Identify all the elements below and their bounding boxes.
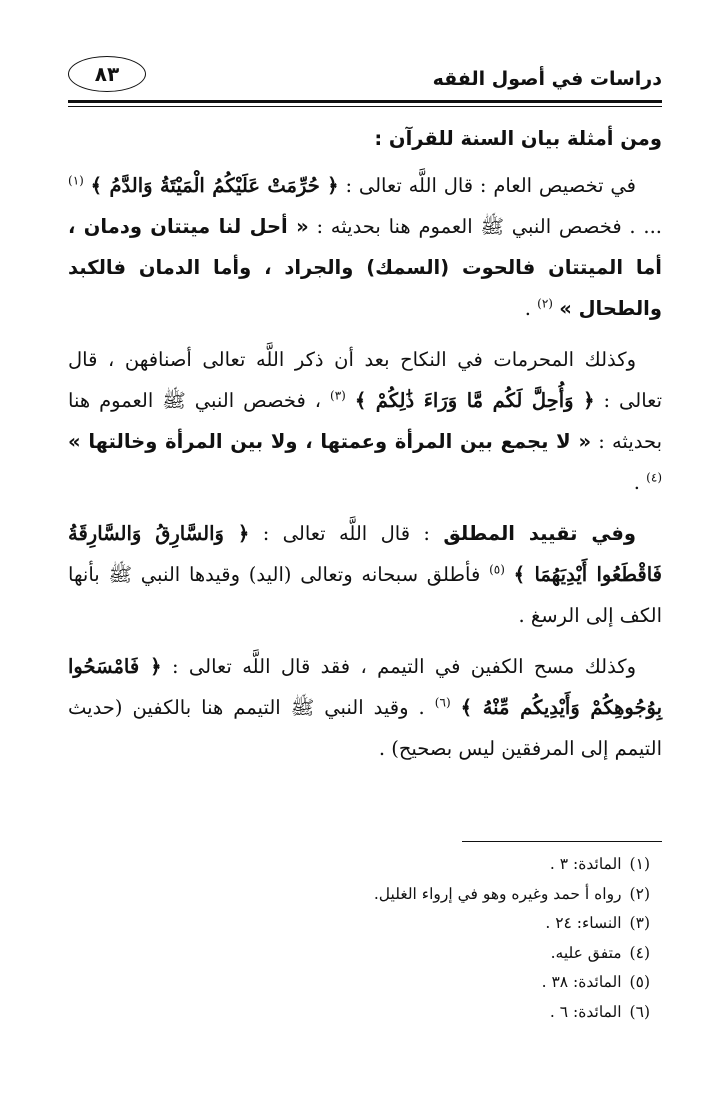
footnote-text: رواه أ حمد وغيره وهو في إرواء الغليل. [373, 884, 622, 903]
p1-quran-verse: ﴿ حُرِّمَتْ عَلَيْكُمُ الْمَيْتَةُ وَالدَّمُ ﴾ [90, 174, 339, 197]
p3-lead-bold: وفي تقييد المطلق [443, 522, 637, 545]
footnote-number: (٣) [629, 914, 650, 932]
p1-hadith: « أحل لنا ميتتان ودمان ، أما الميتتان فالحوت (السمك) والجراد ، وأما الدمان فالكبد والطحال » [68, 215, 662, 320]
header-rule-thin [68, 106, 662, 107]
p2-end: . [633, 471, 640, 494]
footnote-text: المائدة: ٣ . [549, 855, 622, 873]
paragraph-tayammum [68, 646, 662, 769]
footnote-text: النساء: ٢٤ . [545, 914, 622, 932]
p3-continuation: فأطلق سبحانه وتعالى (اليد) وقيدها النبي ﷺ بأنها الكف إلى الرسغ . [68, 563, 662, 627]
footnote-item [80, 998, 650, 1028]
page-number: ٨٣ [68, 56, 146, 92]
section-heading: ومن أمثلة بيان السنة للقرآن : [374, 127, 662, 150]
footnote-ref-6: (٦) [434, 695, 451, 710]
p2-quran-verse: ﴿ وَأُحِلَّ لَكُم مَّا وَرَاءَ ذَٰلِكُمْ ﴾ [354, 389, 595, 412]
footnote-separator [462, 841, 662, 842]
header-rule-thick [68, 100, 662, 103]
paragraph-marriage-prohibitions [68, 339, 662, 503]
p2-lead: وكذلك المحرمات في النكاح بعد أن ذكر اللَّه تعالى أصنافهن ، قال تعالى : [68, 348, 663, 412]
footnote-number: (٦) [629, 1002, 650, 1021]
p3-lead: : قال اللَّه تعالى : [262, 522, 430, 545]
footnote-text: متفق عليه. [550, 943, 622, 962]
p4-lead: وكذلك مسح الكفين في التيمم ، فقد قال اللَّه تعالى : [171, 655, 636, 678]
running-title: دراسات في أصول الفقه [432, 68, 662, 90]
footnote-ref-5: (٥) [489, 562, 505, 577]
p4-quran-verse: ﴿ فَامْسَحُوا بِوُجُوهِكُمْ وَأَيْدِيكُم مِّنْهُ ﴾ [68, 655, 663, 719]
p3-quran-verse: ﴿ وَالسَّارِقُ وَالسَّارِقَةُ فَاقْطَعُوا أَيْدِيَهُمَا ﴾ [68, 522, 662, 586]
p2-continuation: ، فخصص النبي ﷺ العموم هنا بحديثه : [68, 389, 662, 453]
footnote-ref-1: (١) [68, 173, 84, 188]
footnote-ref-4: (٤) [646, 470, 662, 485]
paragraph-restricting-absolute [68, 513, 662, 636]
footnote-number: (٤) [629, 943, 650, 962]
footnote-text: المائدة: ٣٨ . [541, 973, 622, 991]
footnote-item [80, 880, 650, 910]
footnote-text: المائدة: ٦ . [549, 1002, 622, 1021]
footnote-item [80, 850, 650, 880]
footnote-number: (١) [629, 855, 650, 873]
footnote-number: (٥) [629, 973, 650, 991]
p1-continuation: ... . فخصص النبي ﷺ العموم هنا بحديثه : [316, 215, 662, 238]
footnote-item [80, 968, 650, 998]
p1-lead: في تخصيص العام : قال اللَّه تعالى : [345, 174, 637, 197]
p4-continuation: . وقيد النبي ﷺ التيمم هنا بالكفين (حديث التيمم إلى المرفقين ليس بصحيح) . [68, 696, 662, 760]
paragraph-general-specification [68, 165, 662, 329]
footnotes-list [80, 850, 650, 1027]
footnote-item [80, 939, 650, 969]
footnote-item [80, 909, 650, 939]
footnote-ref-2: (٢) [537, 296, 553, 311]
p1-end: . [524, 297, 531, 320]
p2-hadith: « لا يجمع بين المرأة وعمتها ، ولا بين المرأة وخالتها » [68, 430, 592, 453]
main-text [68, 118, 662, 779]
footnote-ref-3: (٣) [330, 388, 346, 403]
footnote-number: (٢) [629, 884, 650, 903]
